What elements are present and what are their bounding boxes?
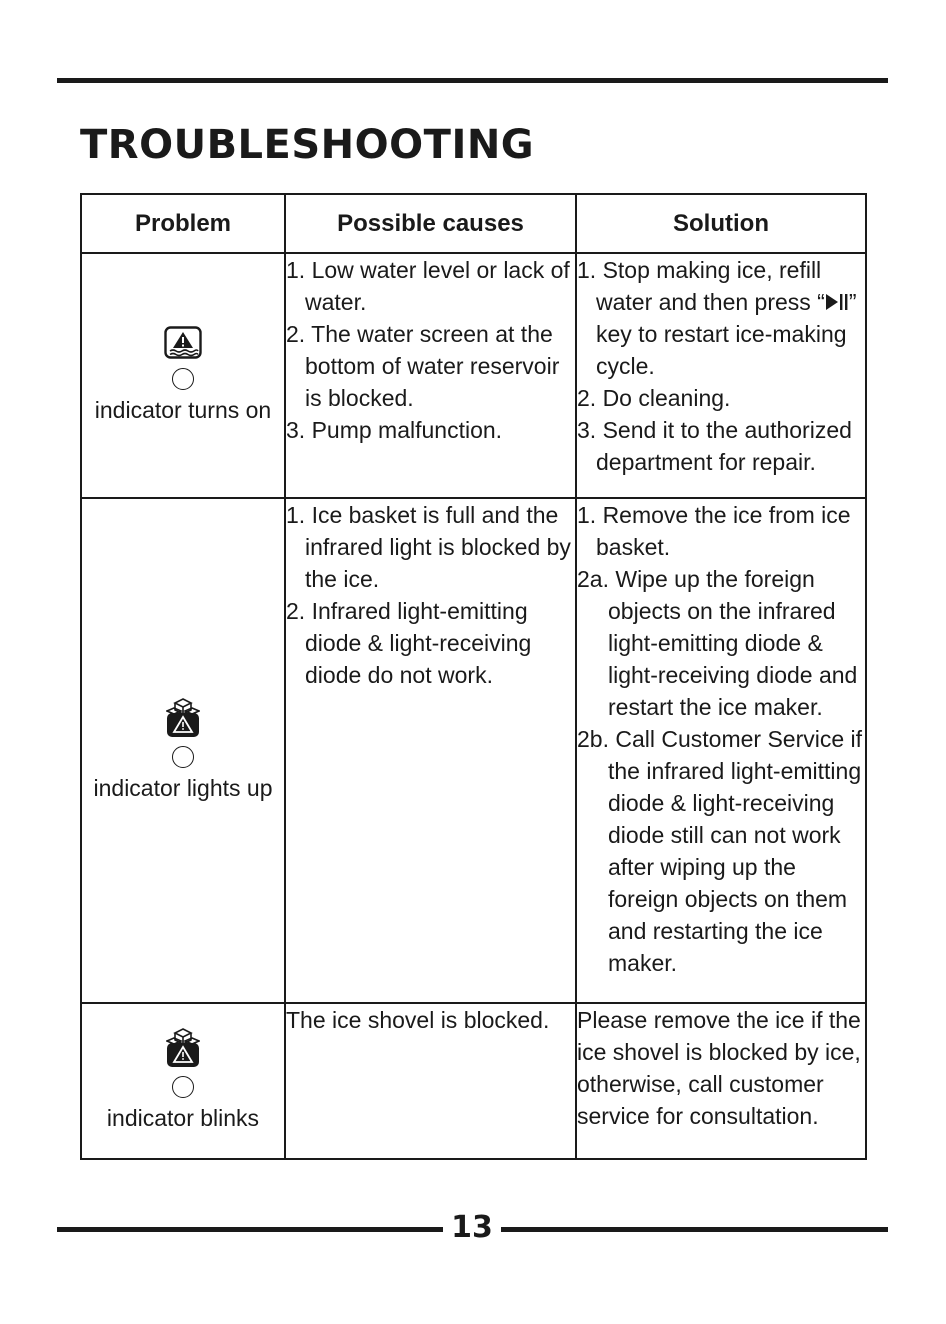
solution-item: 2b. Call Customer Service if the infrared light-emitting diode & light-receiving diode still can not work after wiping up the foreign objects on them and restarting the ice maker. xyxy=(577,726,863,976)
causes-cell xyxy=(285,498,576,1003)
problem-text: indicator lights up xyxy=(93,774,273,801)
table-row xyxy=(81,1003,866,1159)
solution-item: 2. Do cleaning. xyxy=(577,385,731,411)
solution-item: 1. Remove the ice from ice basket. xyxy=(577,502,851,560)
solution-item xyxy=(577,254,865,382)
header-causes: Possible causes xyxy=(285,194,576,253)
indicator-light-icon xyxy=(172,1076,194,1098)
troubleshooting-table xyxy=(80,193,867,1160)
problem-cell xyxy=(81,253,285,498)
causes-cell xyxy=(285,1003,576,1159)
cause-item: 3. Pump malfunction. xyxy=(286,417,503,443)
footer-rule-right xyxy=(501,1227,888,1232)
table-row xyxy=(81,253,866,498)
header-solution: Solution xyxy=(576,194,866,253)
problem-text: indicator blinks xyxy=(106,1105,260,1131)
indicator-light-icon xyxy=(172,368,194,390)
solution-text: ” key to restart ice-making cycle. xyxy=(596,289,857,379)
solution-item: Please remove the ice if the ice shovel is blocked by ice, otherwise, call customer service for consultation. xyxy=(577,1007,861,1129)
causes-cell xyxy=(285,253,576,498)
solution-cell xyxy=(576,498,866,1003)
cause-item: 1. Ice basket is full and the infrared light is blocked by the ice. xyxy=(286,502,571,592)
cause-item: 1. Low water level or lack of water. xyxy=(286,257,570,315)
cause-item: 2. Infrared light-emitting diode & light-receiving diode do not work. xyxy=(286,598,532,688)
cause-item: The ice shovel is blocked. xyxy=(286,1007,550,1033)
page-title: TROUBLESHOOTING xyxy=(80,122,535,168)
solution-cell xyxy=(576,253,866,498)
problem-text: indicator turns on xyxy=(94,396,272,423)
play-pause-icon xyxy=(825,292,849,312)
solution-cell xyxy=(576,1003,866,1159)
table-header-row xyxy=(81,194,866,253)
top-rule xyxy=(57,78,888,83)
header-problem: Problem xyxy=(81,194,285,253)
problem-cell xyxy=(81,1003,285,1159)
problem-cell xyxy=(81,498,285,1003)
cause-item: 2. The water screen at the bottom of water reservoir is blocked. xyxy=(286,321,560,411)
solution-item: 3. Send it to the authorized department for repair. xyxy=(577,417,852,475)
table-row xyxy=(81,498,866,1003)
page-number: 13 xyxy=(451,1210,493,1245)
indicator-light-icon xyxy=(172,746,194,768)
solution-text: 1. Stop making ice, refill water and then press “ xyxy=(577,257,825,315)
ice-warning-icon xyxy=(166,698,200,738)
footer-rule-left xyxy=(57,1227,443,1232)
ice-warning-icon xyxy=(166,1028,200,1068)
solution-item: 2a. Wipe up the foreign objects on the infrared light-emitting diode & light-receiving diode and restart the ice maker. xyxy=(577,566,858,720)
water-warning-icon xyxy=(164,326,202,360)
